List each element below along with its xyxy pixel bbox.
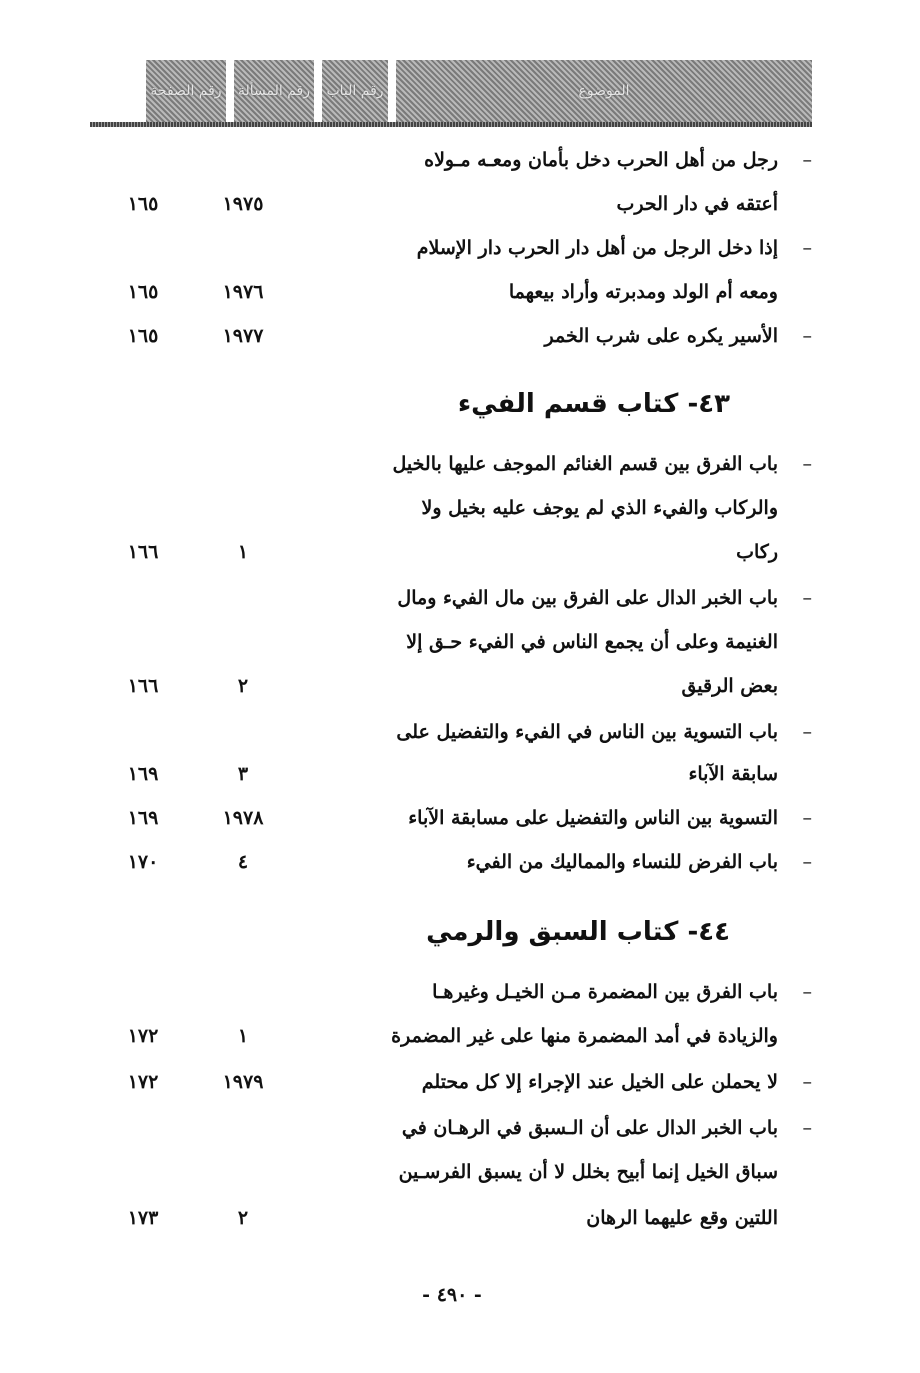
- list-item: – باب الخبر الدال على الفرق بين مال الفيء ومال: [397, 587, 812, 609]
- entry-number: ٤: [237, 851, 249, 873]
- list-item-cont: والزيادة في أمد المضمرة منها على غير المضمرة ١ ١٧٢: [0, 1014, 920, 1058]
- header-col-number: رقم الباب: [322, 60, 388, 122]
- list-item: – التسوية بين الناس والتفضيل على مسابقة الآباء ١٩٧٨ ١٦٩: [0, 796, 920, 840]
- entry-number: ١٩٧٨: [222, 807, 264, 829]
- entry-number: ٢: [237, 1207, 249, 1229]
- list-item-cont: الغنيمة وعلى أن يجمع الناس في الفيء حـق إلا: [406, 631, 778, 653]
- entry-number: ١: [237, 1025, 249, 1047]
- list-item: – باب الخبر الدال على أن الـسبق في الرهـان في: [401, 1117, 812, 1139]
- list-item: – باب الفرق بين المضمرة مـن الخيـل وغيرهـا: [432, 981, 812, 1003]
- list-item-cont: أعتقه في دار الحرب ١٩٧٥ ١٦٥: [0, 182, 920, 226]
- list-item-cont: اللتين وقع عليهما الرهان ٢ ١٧٣: [0, 1196, 920, 1240]
- page-ref: ١٦٥: [127, 325, 159, 347]
- list-item-cont: والركاب والفيء الذي لم يوجف عليه بخيل ولا: [421, 497, 778, 519]
- page-ref: ١٧٠: [127, 851, 159, 873]
- section-heading-43: ٤٣- كتاب قسم الفيء: [457, 389, 730, 419]
- list-item: – باب الفرض للنساء والمماليك من الفيء ٤ ١٧٠: [0, 840, 920, 884]
- header-col-title: الموضوع: [396, 60, 812, 122]
- list-item: – الأسير يكره على شرب الخمر ١٩٧٧ ١٦٥: [0, 314, 920, 358]
- list-item: – رجل من أهل الحرب دخل بأمان ومعـه مـولاه: [424, 149, 812, 171]
- entry-number: ١٩٧٥: [222, 193, 264, 215]
- entry-number: ٣: [237, 763, 249, 785]
- page-ref: ١٦٦: [127, 541, 159, 563]
- page-ref: ١٦٦: [127, 675, 159, 697]
- header-col-page: رقم الصفحة: [146, 60, 226, 122]
- page-ref: ١٦٩: [127, 807, 159, 829]
- list-item: – إذا دخل الرجل من أهل دار الحرب دار الإسلام: [416, 237, 812, 259]
- page-ref: ١٦٩: [127, 763, 159, 785]
- page-ref: ١٧٢: [127, 1071, 159, 1093]
- entry-number: ١٩٧٧: [222, 325, 264, 347]
- page-ref: ١٧٢: [127, 1025, 159, 1047]
- list-item-cont: ركاب ١ ١٦٦: [0, 530, 920, 574]
- page-number: - ٤٩٠ -: [422, 1284, 482, 1306]
- header-divider: [90, 122, 812, 127]
- list-item-cont: ومعه أم الولد ومدبرته وأراد بيعهما ١٩٧٦ ١٦٥: [0, 270, 920, 314]
- list-item-cont: سابقة الآباء ٣ ١٦٩: [0, 752, 920, 796]
- entry-number: ١: [237, 541, 249, 563]
- list-item-cont: سباق الخيل إنما أبيح بخلل لا أن يسبق الفرسـين: [398, 1161, 778, 1183]
- page-ref: ١٧٣: [127, 1207, 159, 1229]
- section-heading-44: ٤٤- كتاب السبق والرمي: [426, 917, 730, 947]
- entry-number: ١٩٧٦: [222, 281, 264, 303]
- entry-number: ١٩٧٩: [222, 1071, 264, 1093]
- entry-number: ٢: [237, 675, 249, 697]
- list-item: – لا يحملن على الخيل عند الإجراء إلا كل محتلم ١٩٧٩ ١٧٢: [0, 1060, 920, 1104]
- list-item: – باب الفرق بين قسم الغنائم الموجف عليها بالخيل: [392, 453, 812, 475]
- header-col-issue: رقم المسألة: [234, 60, 314, 122]
- list-item: – باب التسوية بين الناس في الفيء والتفضيل على: [396, 721, 812, 743]
- page-ref: ١٦٥: [127, 281, 159, 303]
- list-item-cont: بعض الرقيق ٢ ١٦٦: [0, 664, 920, 708]
- table-header: [90, 60, 812, 126]
- page-ref: ١٦٥: [127, 193, 159, 215]
